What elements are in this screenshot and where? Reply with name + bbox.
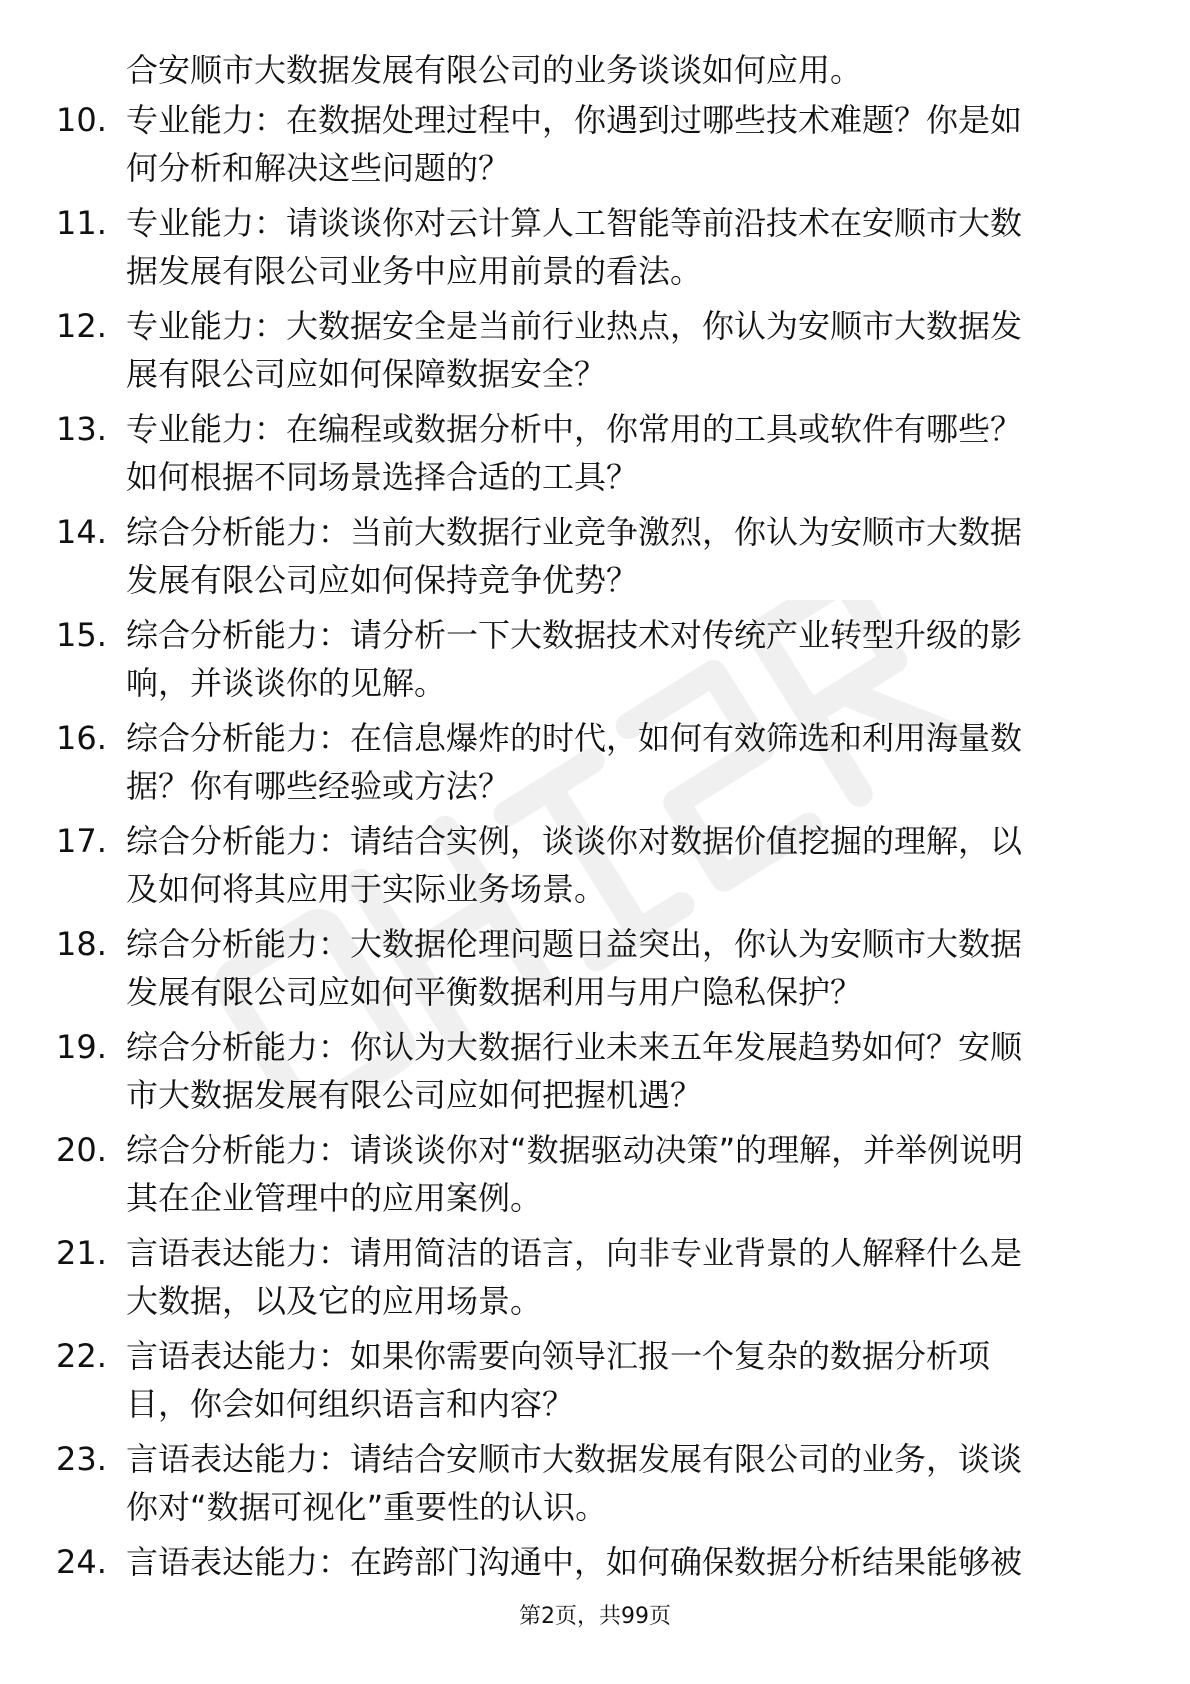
question-text [126, 1229, 1126, 1325]
question-text [126, 817, 1126, 913]
question-text [126, 508, 1126, 604]
continuation-line: 合安顺市大数据发展有限公司的业务谈谈如何应用。 [126, 51, 863, 89]
question-line-1: 言语表达能力：请用简洁的语言，向非专业背景的人解释什么是 [126, 1234, 1023, 1272]
question-text [126, 714, 1126, 810]
question-text [126, 611, 1126, 707]
question-text [126, 199, 1126, 295]
question-text [126, 1126, 1126, 1222]
question-text [126, 96, 1126, 192]
question-text [126, 1435, 1126, 1531]
question-line-2: 如何根据不同场景选择合适的工具？ [126, 458, 639, 496]
question-item-12 [0, 302, 1190, 405]
question-item-20 [0, 1126, 1190, 1229]
question-line-1: 综合分析能力：请结合实例，谈谈你对数据价值挖掘的理解，以 [126, 822, 1023, 860]
question-line-1: 专业能力：在编程或数据分析中，你常用的工具或软件有哪些？ [126, 410, 1023, 448]
question-line-2: 据？你有哪些经验或方法？ [126, 767, 511, 805]
question-line-2: 目，你会如何组织语言和内容？ [126, 1385, 575, 1423]
question-line-2: 何分析和解决这些问题的？ [126, 149, 511, 187]
question-line-1: 综合分析能力：大数据伦理问题日益突出，你认为安顺市大数据 [126, 925, 1023, 963]
question-number: 21. [56, 1234, 107, 1272]
question-number: 24. [56, 1543, 107, 1581]
question-number: 20. [56, 1131, 107, 1169]
question-line-1: 综合分析能力：请分析一下大数据技术对传统产业转型升级的影 [126, 616, 1023, 654]
question-item-22 [0, 1332, 1190, 1435]
question-item-17 [0, 817, 1190, 920]
question-line-2: 展有限公司应如何保障数据安全？ [126, 355, 607, 393]
question-text [126, 302, 1126, 398]
question-line-1: 综合分析能力：在信息爆炸的时代，如何有效筛选和利用海量数 [126, 719, 1023, 757]
question-number: 18. [56, 925, 107, 963]
question-number: 22. [56, 1337, 107, 1375]
question-line-1: 言语表达能力：在跨部门沟通中，如何确保数据分析结果能够被 [126, 1543, 1023, 1581]
question-line-2: 你对“数据可视化”重要性的认识。 [126, 1488, 608, 1526]
question-number: 11. [56, 204, 107, 242]
question-item-21 [0, 1229, 1190, 1332]
question-list [0, 96, 1190, 1641]
question-number: 12. [56, 307, 107, 345]
question-text [126, 1538, 1126, 1586]
question-line-1: 专业能力：在数据处理过程中，你遇到过哪些技术难题？你是如 [126, 101, 1023, 139]
question-line-2: 其在企业管理中的应用案例。 [126, 1179, 543, 1217]
question-item-19 [0, 1023, 1190, 1126]
question-item-15 [0, 611, 1190, 714]
question-item-24 [0, 1538, 1190, 1641]
question-text [126, 920, 1126, 1016]
question-text [126, 1023, 1126, 1119]
question-item-14 [0, 508, 1190, 611]
question-number: 15. [56, 616, 107, 654]
question-item-16 [0, 714, 1190, 817]
question-line-1: 综合分析能力：你认为大数据行业未来五年发展趋势如何？安顺 [126, 1028, 1023, 1066]
question-number: 14. [56, 513, 107, 551]
question-item-11 [0, 199, 1190, 302]
question-number: 17. [56, 822, 107, 860]
question-line-2: 大数据，以及它的应用场景。 [126, 1282, 543, 1320]
question-number: 19. [56, 1028, 107, 1066]
question-item-23 [0, 1435, 1190, 1538]
question-line-1: 专业能力：请谈谈你对云计算人工智能等前沿技术在安顺市大数 [126, 204, 1023, 242]
question-line-2: 据发展有限公司业务中应用前景的看法。 [126, 252, 703, 290]
question-item-18 [0, 920, 1190, 1023]
question-line-2: 市大数据发展有限公司应如何把握机遇？ [126, 1076, 703, 1114]
question-text [126, 1332, 1126, 1428]
question-number: 10. [56, 101, 107, 139]
question-number: 16. [56, 719, 107, 757]
question-line-2: 发展有限公司应如何平衡数据利用与用户隐私保护？ [126, 973, 863, 1011]
question-item-10 [0, 96, 1190, 199]
question-number: 23. [56, 1440, 107, 1478]
question-line-2: 发展有限公司应如何保持竞争优势？ [126, 561, 639, 599]
question-line-1: 言语表达能力：如果你需要向领导汇报一个复杂的数据分析项 [126, 1337, 991, 1375]
question-line-2: 及如何将其应用于实际业务场景。 [126, 870, 607, 908]
question-line-1: 言语表达能力：请结合安顺市大数据发展有限公司的业务，谈谈 [126, 1440, 1023, 1478]
question-number: 13. [56, 410, 107, 448]
page-footer: 第2页，共99页 [519, 1604, 671, 1629]
question-text [126, 405, 1126, 501]
question-line-1: 专业能力：大数据安全是当前行业热点，你认为安顺市大数据发 [126, 307, 1023, 345]
question-line-2: 响，并谈谈你的见解。 [126, 664, 447, 702]
question-item-13 [0, 405, 1190, 508]
question-line-1: 综合分析能力：请谈谈你对“数据驱动决策”的理解，并举例说明 [126, 1131, 1024, 1169]
question-line-1: 综合分析能力：当前大数据行业竞争激烈，你认为安顺市大数据 [126, 513, 1023, 551]
